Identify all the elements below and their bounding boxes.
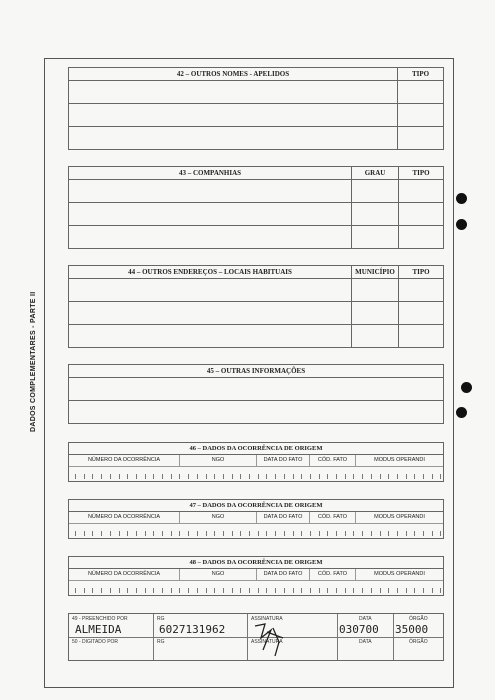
sec42-title: 42 – OUTROS NOMES - APELIDOS (69, 68, 398, 81)
entry-boxes[interactable] (69, 467, 443, 479)
entry-tick (397, 588, 398, 593)
entry-tick (284, 474, 285, 479)
col-modus: MODUS OPERANDI (374, 514, 425, 520)
entry-tick (258, 531, 259, 536)
orgao-label-2: ÓRGÃO (409, 639, 428, 645)
filled-by-label: 49 - PREENCHIDO POR (72, 616, 128, 622)
sec45-row[interactable] (69, 378, 444, 401)
entry-tick (293, 588, 294, 593)
sec44-tipo-cell[interactable] (399, 302, 444, 325)
entry-tick (258, 588, 259, 593)
entry-tick (214, 531, 215, 536)
entry-tick (153, 474, 154, 479)
entry-tick (353, 588, 354, 593)
entry-tick (284, 588, 285, 593)
entry-tick (414, 588, 415, 593)
entry-tick (432, 588, 433, 593)
entry-tick (353, 474, 354, 479)
entry-tick (371, 588, 372, 593)
entry-tick (240, 474, 241, 479)
sec42-row[interactable] (69, 127, 398, 150)
entry-tick (310, 531, 311, 536)
entry-tick (266, 588, 267, 593)
entry-tick (110, 588, 111, 593)
entry-tick (275, 588, 276, 593)
entry-tick (327, 588, 328, 593)
date-label-2: DATA (359, 639, 372, 645)
entry-tick (119, 474, 120, 479)
side-label: DADOS COMPLEMENTARES - PARTE II (30, 291, 37, 432)
entry-tick (127, 531, 128, 536)
sec43-title: 43 – COMPANHIAS (69, 167, 352, 180)
sec43-row[interactable] (69, 180, 352, 203)
orgao-value[interactable]: 35000 (395, 623, 429, 636)
col-cod: CÓD. FATO (310, 512, 356, 523)
entry-tick (110, 531, 111, 536)
col-numero: NÚMERO DA OCORRÊNCIA (69, 569, 180, 580)
entry-tick (92, 474, 93, 479)
entry-tick (345, 474, 346, 479)
entry-tick (84, 588, 85, 593)
entry-tick (101, 588, 102, 593)
entry-tick (75, 474, 76, 479)
signature-label-2: ASSINATURA (251, 639, 283, 645)
sec44-tipo-cell[interactable] (399, 325, 444, 348)
entry-tick (423, 588, 424, 593)
sec43-grau-cell[interactable] (352, 226, 399, 249)
entry-tick (249, 531, 250, 536)
entry-tick (197, 474, 198, 479)
section-43 (68, 166, 444, 249)
filled-by-value[interactable]: ALMEIDA (75, 623, 122, 636)
entry-tick (223, 588, 224, 593)
entry-tick (432, 474, 433, 479)
entry-tick (249, 588, 250, 593)
entry-tick (240, 588, 241, 593)
entry-tick (84, 531, 85, 536)
entry-tick (371, 474, 372, 479)
sec43-row[interactable] (69, 203, 352, 226)
entry-tick (232, 531, 233, 536)
entry-tick (275, 474, 276, 479)
occ-title: 48 – DADOS DA OCORRÊNCIA DE ORIGEM (69, 557, 443, 569)
typed-by-label: 50 - DIGITADO POR (72, 639, 119, 645)
entry-tick (92, 531, 93, 536)
col-data: DATA DO FATO (257, 455, 310, 466)
sec44-row[interactable] (69, 279, 352, 302)
sec44-municipio-cell[interactable] (352, 302, 399, 325)
entry-tick (440, 474, 441, 479)
entry-tick (136, 588, 137, 593)
rg-label-2: RG (157, 639, 165, 645)
entry-tick (301, 531, 302, 536)
entry-tick (179, 474, 180, 479)
rg-value[interactable]: 6027131962 (159, 623, 226, 636)
entry-tick (171, 531, 172, 536)
sec42-tipo-cell[interactable] (398, 127, 444, 150)
col-modus: MODUS OPERANDI (374, 571, 425, 577)
entry-tick (127, 588, 128, 593)
sec43-grau-cell[interactable] (352, 180, 399, 203)
entry-tick (371, 531, 372, 536)
entry-tick (145, 474, 146, 479)
entry-tick (440, 588, 441, 593)
entry-tick (171, 474, 172, 479)
entry-tick (380, 531, 381, 536)
entry-tick (119, 531, 120, 536)
entry-tick (336, 474, 337, 479)
col-numero: NÚMERO DA OCORRÊNCIA (69, 455, 180, 466)
section-45 (68, 364, 444, 424)
entry-tick (284, 531, 285, 536)
entry-tick (362, 588, 363, 593)
entry-tick (214, 474, 215, 479)
sec43-tipo-cell[interactable] (399, 203, 444, 226)
occ-title: 46 – DADOS DA OCORRÊNCIA DE ORIGEM (69, 443, 443, 455)
sec44-row[interactable] (69, 302, 352, 325)
entry-tick (353, 531, 354, 536)
entry-tick (397, 531, 398, 536)
sec43-grau: GRAU (352, 167, 399, 180)
entry-tick (92, 588, 93, 593)
binder-hole (456, 407, 467, 418)
entry-tick (214, 588, 215, 593)
signature-scrawl (249, 618, 289, 660)
entry-tick (119, 588, 120, 593)
entry-boxes[interactable] (69, 581, 443, 593)
entry-tick (319, 531, 320, 536)
entry-tick (362, 474, 363, 479)
col-data: DATA DO FATO (257, 512, 310, 523)
sec43-tipo-cell[interactable] (399, 226, 444, 249)
entry-tick (197, 531, 198, 536)
entry-tick (249, 474, 250, 479)
col-ngo: NGO (180, 569, 257, 580)
entry-tick (188, 531, 189, 536)
sec43-tipo: TIPO (399, 167, 444, 180)
entry-tick (84, 474, 85, 479)
sec45-row[interactable] (69, 401, 444, 424)
entry-tick (223, 531, 224, 536)
signature-block (68, 613, 444, 661)
sec44-municipio: MUNICÍPIO (352, 266, 399, 279)
section-44 (68, 265, 444, 348)
section-48 (68, 556, 444, 596)
sec42-row[interactable] (69, 81, 398, 104)
entry-tick (293, 531, 294, 536)
entry-tick (232, 474, 233, 479)
binder-hole (456, 219, 467, 230)
entry-tick (345, 531, 346, 536)
entry-tick (423, 531, 424, 536)
entry-tick (406, 588, 407, 593)
binder-hole (461, 382, 472, 393)
entry-tick (145, 588, 146, 593)
entry-tick (380, 588, 381, 593)
entry-tick (136, 474, 137, 479)
entry-tick (319, 588, 320, 593)
entry-tick (110, 474, 111, 479)
entry-tick (188, 588, 189, 593)
signature-label: ASSINATURA (251, 616, 283, 622)
sec42-tipo-cell[interactable] (398, 81, 444, 104)
entry-tick (319, 474, 320, 479)
entry-tick (179, 531, 180, 536)
sec42-tipo: TIPO (398, 68, 444, 81)
sec43-grau-cell[interactable] (352, 203, 399, 226)
section-42 (68, 67, 444, 150)
sec44-municipio-cell[interactable] (352, 325, 399, 348)
entry-tick (301, 474, 302, 479)
col-cod: CÓD. FATO (310, 569, 356, 580)
entry-tick (206, 531, 207, 536)
entry-tick (406, 531, 407, 536)
sec44-tipo-cell[interactable] (399, 279, 444, 302)
entry-tick (232, 588, 233, 593)
entry-tick (127, 474, 128, 479)
col-modus: MODUS OPERANDI (374, 457, 425, 463)
entry-tick (414, 474, 415, 479)
rg-label: RG (157, 616, 165, 622)
entry-tick (293, 474, 294, 479)
entry-tick (423, 474, 424, 479)
entry-tick (345, 588, 346, 593)
entry-tick (162, 531, 163, 536)
entry-boxes[interactable] (69, 524, 443, 536)
entry-tick (310, 474, 311, 479)
sec44-municipio-cell[interactable] (352, 279, 399, 302)
sec44-row[interactable] (69, 325, 352, 348)
sec44-title: 44 – OUTROS ENDEREÇOS – LOCAIS HABITUAIS (69, 266, 352, 279)
col-cod: CÓD. FATO (310, 455, 356, 466)
binder-hole (456, 193, 467, 204)
entry-tick (258, 474, 259, 479)
entry-tick (162, 588, 163, 593)
entry-tick (206, 474, 207, 479)
orgao-label: ÓRGÃO (409, 616, 428, 622)
sec42-row[interactable] (69, 104, 398, 127)
entry-tick (432, 531, 433, 536)
date-label: DATA (359, 616, 372, 622)
occ-title: 47 – DADOS DA OCORRÊNCIA DE ORIGEM (69, 500, 443, 512)
entry-tick (336, 531, 337, 536)
sec43-tipo-cell[interactable] (399, 180, 444, 203)
entry-tick (206, 588, 207, 593)
entry-tick (136, 531, 137, 536)
entry-tick (301, 588, 302, 593)
entry-tick (153, 588, 154, 593)
entry-tick (327, 474, 328, 479)
entry-tick (153, 531, 154, 536)
entry-tick (223, 474, 224, 479)
entry-tick (145, 531, 146, 536)
entry-tick (310, 588, 311, 593)
entry-tick (388, 531, 389, 536)
entry-tick (75, 588, 76, 593)
entry-tick (75, 531, 76, 536)
entry-tick (414, 531, 415, 536)
entry-tick (179, 588, 180, 593)
entry-tick (388, 588, 389, 593)
col-numero: NÚMERO DA OCORRÊNCIA (69, 512, 180, 523)
entry-tick (327, 531, 328, 536)
col-ngo: NGO (180, 455, 257, 466)
entry-tick (266, 531, 267, 536)
section-46 (68, 442, 444, 482)
entry-tick (406, 474, 407, 479)
entry-tick (362, 531, 363, 536)
entry-tick (336, 588, 337, 593)
entry-tick (388, 474, 389, 479)
entry-tick (266, 474, 267, 479)
col-ngo: NGO (180, 512, 257, 523)
entry-tick (171, 588, 172, 593)
entry-tick (275, 531, 276, 536)
sec43-row[interactable] (69, 226, 352, 249)
sec42-tipo-cell[interactable] (398, 104, 444, 127)
sec44-tipo: TIPO (399, 266, 444, 279)
entry-tick (380, 474, 381, 479)
sec45-title: 45 – OUTRAS INFORMAÇÕES (69, 365, 444, 378)
col-data: DATA DO FATO (257, 569, 310, 580)
entry-tick (397, 474, 398, 479)
entry-tick (101, 474, 102, 479)
entry-tick (162, 474, 163, 479)
entry-tick (240, 531, 241, 536)
entry-tick (440, 531, 441, 536)
entry-tick (197, 588, 198, 593)
entry-tick (101, 531, 102, 536)
date-value[interactable]: 030700 (339, 623, 379, 636)
entry-tick (188, 474, 189, 479)
section-47 (68, 499, 444, 539)
